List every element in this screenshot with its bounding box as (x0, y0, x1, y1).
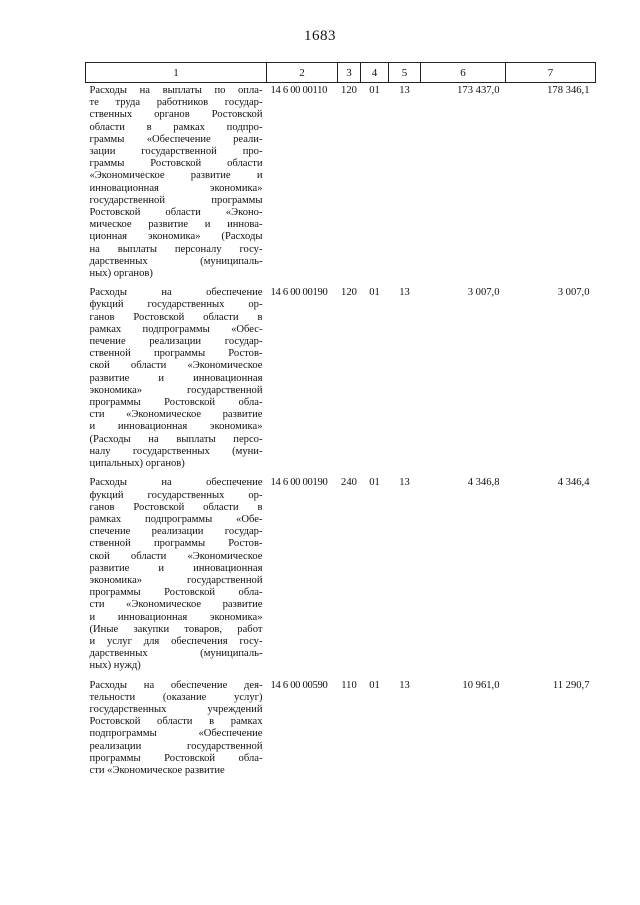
row-sum-year-1: 173 437,0 (457, 85, 500, 96)
row-subsection: 13 (399, 477, 410, 489)
row-target-code: 14 6 00 00110 (270, 85, 328, 96)
row-description (86, 285, 267, 475)
description-line: ской области «Экономическое (89, 550, 263, 562)
description-line: (Расходы на выплаты персо- (89, 433, 263, 445)
description-line: программы Ростовской обла- (89, 587, 263, 599)
header-col-2: 2 (267, 63, 338, 83)
table-body (86, 83, 596, 783)
description-line: программы Ростовской обла- (89, 752, 263, 764)
header-col-1: 1 (86, 63, 267, 83)
description-line: государственных учреждений (89, 703, 263, 715)
row-target-code: 14 6 00 00590 (270, 679, 328, 691)
description-line: дарственных (муниципаль- (89, 255, 263, 267)
description-line: развитие и инновационная (89, 562, 263, 574)
row-expense-type: 120 (341, 85, 357, 96)
description-line: и инновационная экономика» (89, 611, 263, 623)
description-line: сти «Экономическое развитие (89, 409, 263, 421)
row-expense-type: 110 (341, 679, 357, 691)
row-sum-year-2: 4 346,4 (557, 477, 590, 489)
description-line: спечение реализации государ- (89, 526, 263, 538)
description-line: сти «Экономическое развитие (89, 764, 225, 776)
description-line: тельности (оказание услуг) (89, 691, 263, 703)
description-line: фукций государственных ор- (89, 489, 263, 501)
header-col-5: 5 (389, 63, 421, 83)
header-col-6: 6 (421, 63, 506, 83)
table-row (86, 475, 596, 677)
description-line: государственной программы (89, 194, 263, 206)
description-line: рамках подпрограммы «Обес- (89, 323, 263, 335)
description-line: ственной программы Ростов- (89, 348, 263, 360)
description-line: налу государственных (муни- (89, 445, 263, 457)
description-line: программы Ростовской обла- (89, 397, 263, 409)
table-row (86, 285, 596, 475)
row-subsection: 13 (399, 679, 410, 691)
description-line: Расходы на обеспечение дея- (89, 679, 263, 691)
row-sum-year-2: 3 007,0 (557, 287, 590, 299)
description-line: зации государственной про- (89, 146, 263, 158)
description-line: фукций государственных ор- (89, 299, 263, 311)
description-line: те труда работников государ- (89, 97, 263, 109)
description-line: «Экономическое развитие и (89, 170, 263, 182)
description-line: граммы «Обеспечение реали- (89, 133, 263, 145)
description-line: печение реализации государ- (89, 336, 263, 348)
row-section: 01 (369, 477, 380, 489)
description-line: дарственных (муниципаль- (89, 648, 263, 660)
description-line: экономика» государственной (89, 384, 263, 396)
description-line: ской области «Экономическое (89, 360, 263, 372)
description-line: развитие и инновационная (89, 372, 263, 384)
row-description (86, 475, 267, 677)
description-line: инновационная экономика» (89, 182, 263, 194)
description-line: рамках подпрограммы «Обе- (89, 513, 263, 525)
description-line: и инновационная экономика» (89, 421, 263, 433)
row-target-code: 14 6 00 00190 (270, 287, 328, 299)
row-expense-type: 240 (341, 477, 357, 489)
table-header-row (86, 63, 596, 83)
row-sum-year-2: 11 290,7 (552, 679, 590, 691)
row-subsection: 13 (399, 287, 410, 299)
header-col-3: 3 (338, 63, 361, 83)
row-section: 01 (369, 85, 380, 96)
description-line: ционная экономика» (Расходы (89, 231, 263, 243)
description-line: Ростовской области в рамках (89, 716, 263, 728)
description-line: на выплаты персоналу госу- (89, 243, 263, 255)
description-line: ганов Ростовской области в (89, 501, 263, 513)
description-line: Расходы на выплаты по опла- (89, 85, 263, 96)
row-description (86, 83, 267, 286)
description-line: области в рамках подпро- (89, 121, 263, 133)
description-line: (Иные закупки товаров, работ (89, 623, 263, 635)
row-subsection: 13 (399, 85, 410, 96)
description-line: экономика» государственной (89, 574, 263, 586)
description-line: граммы Ростовской области (89, 158, 263, 170)
row-sum-year-1: 10 961,0 (462, 679, 500, 691)
page-number: 1683 (304, 28, 336, 44)
description-line: реализации государственной (89, 740, 263, 752)
description-line: Расходы на обеспечение (89, 477, 263, 489)
row-description (86, 678, 267, 783)
row-expense-type: 120 (341, 287, 357, 299)
description-line: мическое развитие и иннова- (89, 219, 263, 231)
row-sum-year-2: 178 346,1 (547, 85, 590, 96)
description-line: Расходы на обеспечение (89, 287, 263, 299)
description-line: ственных органов Ростовской (89, 109, 263, 121)
table-row (86, 678, 596, 783)
table-row (86, 83, 596, 286)
description-line: ципальных) органов) (89, 458, 185, 470)
header-col-7: 7 (506, 63, 596, 83)
description-line: подпрограммы «Обеспечение (89, 728, 263, 740)
row-sum-year-1: 4 346,8 (467, 477, 500, 489)
row-target-code: 14 6 00 00190 (270, 477, 328, 489)
row-section: 01 (369, 679, 380, 691)
header-col-4: 4 (361, 63, 389, 83)
description-line: ственной программы Ростов- (89, 538, 263, 550)
description-line: сти «Экономическое развитие (89, 599, 263, 611)
description-line: ганов Ростовской области в (89, 311, 263, 323)
budget-table (85, 62, 596, 782)
row-section: 01 (369, 287, 380, 299)
description-line: ных) нужд) (89, 660, 141, 672)
description-line: ных) органов) (89, 268, 153, 280)
description-line: и услуг для обеспечения госу- (89, 635, 263, 647)
description-line: Ростовской области «Эконо- (89, 207, 263, 219)
row-sum-year-1: 3 007,0 (467, 287, 500, 299)
